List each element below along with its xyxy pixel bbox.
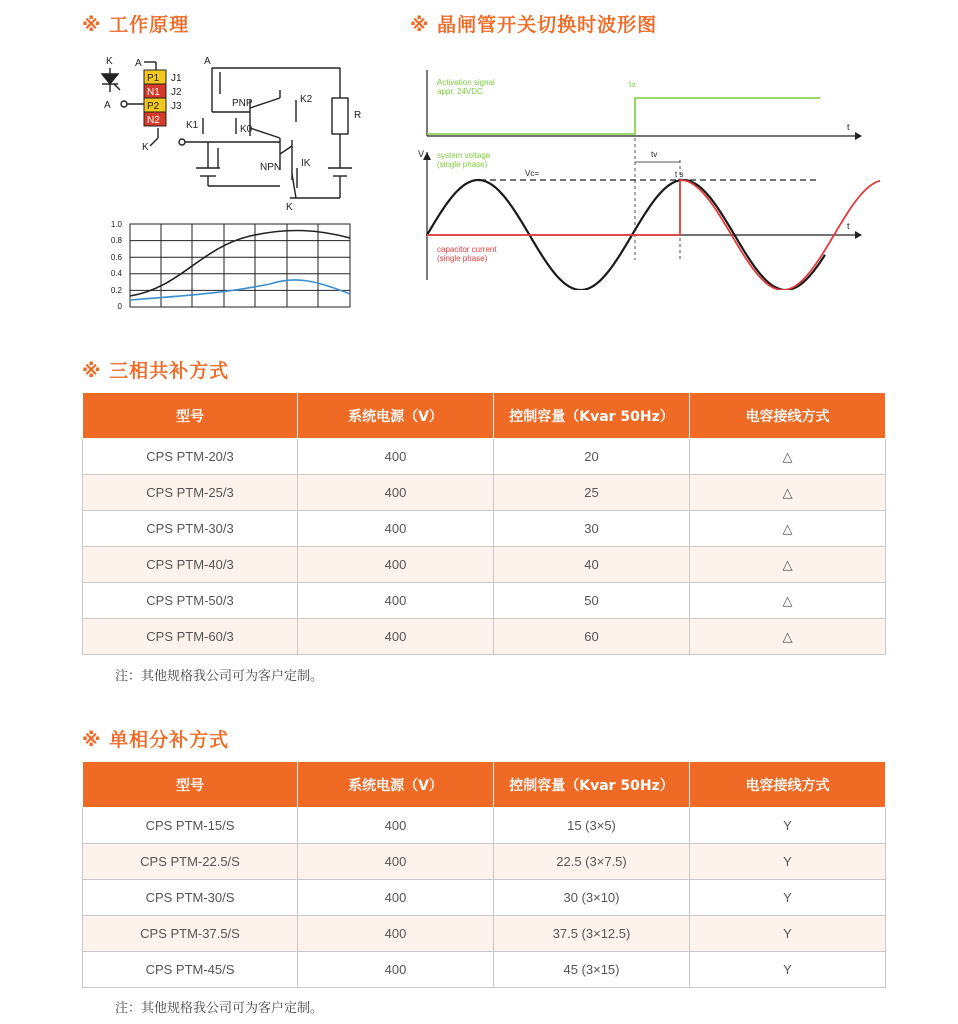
three-phase-table [82,392,886,655]
circuit-label: A [135,58,142,69]
cell-connection: △ [690,583,886,619]
single-phase-table [82,761,886,988]
circuit-label: K [142,142,149,153]
t-axis-label: t [847,221,850,231]
circuit-label: K [286,202,293,213]
cell-capacity: 60 [494,619,690,655]
t-axis-label: t [847,122,850,132]
table-row [83,547,886,583]
vc-label: Vc= [525,169,540,178]
cell-connection: △ [690,511,886,547]
table-note: 注：其他规格我公司可为客户定制。 [115,669,324,684]
section-title-single-phase: ※ 单相分补方式 [82,729,230,751]
cell-connection: Y [690,880,886,916]
cell-capacity: 22.5 (3×7.5) [494,844,690,880]
cell-model: CPS PTM-30/3 [83,511,298,547]
cell-connection: Y [690,844,886,880]
activation-label: appr. 24VDC [437,87,483,96]
cell-model: CPS PTM-20/3 [83,439,298,475]
cell-capacity: 15 (3×5) [494,808,690,844]
capacitor-current-label: capacitor current [437,245,497,254]
table-note: 注：其他规格我公司可为客户定制。 [115,1001,324,1016]
header-connection: 电容接线方式 [690,762,886,808]
circuit-label: K [106,56,113,67]
cell-capacity: 30 (3×10) [494,880,690,916]
circuit-label: K0 [240,124,253,135]
cell-model: CPS PTM-45/S [83,952,298,988]
table-row [83,439,886,475]
circuit-label: K1 [186,120,199,131]
cell-capacity: 20 [494,439,690,475]
circuit-label: A [204,56,211,67]
y-tick-label: 0.2 [110,286,122,295]
cell-connection: △ [690,547,886,583]
system-voltage-label: (single phase) [437,160,488,169]
cell-capacity: 40 [494,547,690,583]
cell-voltage: 400 [298,808,494,844]
y-tick-label: 0.6 [110,253,122,262]
table-row [83,952,886,988]
table-row [83,916,886,952]
cell-connection: △ [690,439,886,475]
header-voltage: 系统电源（V） [298,762,494,808]
waveform-diagram [415,60,885,290]
circuit-label: N2 [147,115,160,126]
cell-model: CPS PTM-30/S [83,880,298,916]
cell-connection: Y [690,916,886,952]
cell-model: CPS PTM-15/S [83,808,298,844]
cell-voltage: 400 [298,952,494,988]
cell-voltage: 400 [298,880,494,916]
cell-voltage: 400 [298,619,494,655]
circuit-label: NPN [260,162,282,173]
cell-model: CPS PTM-40/3 [83,547,298,583]
to-label: to [629,80,636,89]
cell-model: CPS PTM-60/3 [83,619,298,655]
header-capacity: 控制容量（Kvar 50Hz） [494,393,690,439]
circuit-label: P2 [147,101,160,112]
header-connection: 电容接线方式 [690,393,886,439]
cell-connection: △ [690,475,886,511]
cell-voltage: 400 [298,475,494,511]
v-axis-label: V [418,149,425,159]
cell-model: CPS PTM-37.5/S [83,916,298,952]
cell-capacity: 30 [494,511,690,547]
table-row [83,619,886,655]
header-voltage: 系统电源（V） [298,393,494,439]
table-row [83,475,886,511]
section-title-working-principle: ※ 工作原理 [82,14,190,36]
section-title-waveform: ※ 晶闸管开关切换时波形图 [410,14,658,36]
table-header-row [83,393,886,439]
y-tick-label: 0 [117,302,122,311]
circuit-label: J3 [171,101,182,112]
cell-capacity: 25 [494,475,690,511]
circuit-label: A [104,100,111,111]
table-row [83,511,886,547]
cell-capacity: 50 [494,583,690,619]
capacitor-current-label: (single phase) [437,254,488,263]
cell-connection: △ [690,619,886,655]
circuit-label: R [354,110,362,121]
table-row [83,808,886,844]
cell-voltage: 400 [298,439,494,475]
cell-capacity: 45 (3×15) [494,952,690,988]
cell-voltage: 400 [298,583,494,619]
cell-connection: Y [690,808,886,844]
activation-label: Activation signal [437,78,495,87]
y-tick-label: 1.0 [110,220,122,229]
cell-voltage: 400 [298,547,494,583]
circuit-label: J1 [171,73,182,84]
circuit-label: N1 [147,87,160,98]
tv-label: tv [651,150,658,159]
circuit-label: IK [301,158,311,169]
header-model: 型号 [83,762,298,808]
system-voltage-label: system voltage [437,151,491,160]
circuit-label: K2 [300,94,313,105]
y-tick-label: 0.8 [110,236,122,245]
ts-label: t s [675,170,684,179]
cell-voltage: 400 [298,511,494,547]
section-title-three-phase: ※ 三相共补方式 [82,360,230,382]
circuit-label: PNP [232,98,253,109]
header-capacity: 控制容量（Kvar 50Hz） [494,762,690,808]
header-model: 型号 [83,393,298,439]
cell-model: CPS PTM-22.5/S [83,844,298,880]
cell-voltage: 400 [298,844,494,880]
table-row [83,844,886,880]
cell-capacity: 37.5 (3×12.5) [494,916,690,952]
characteristic-chart [100,218,360,313]
cell-voltage: 400 [298,916,494,952]
cell-model: CPS PTM-50/3 [83,583,298,619]
thyristor-circuit-diagram [100,50,370,215]
cell-connection: Y [690,952,886,988]
y-tick-label: 0.4 [110,269,122,278]
circuit-label: P1 [147,73,160,84]
table-row [83,583,886,619]
table-row [83,880,886,916]
table-header-row [83,762,886,808]
cell-model: CPS PTM-25/3 [83,475,298,511]
circuit-label: J2 [171,87,182,98]
